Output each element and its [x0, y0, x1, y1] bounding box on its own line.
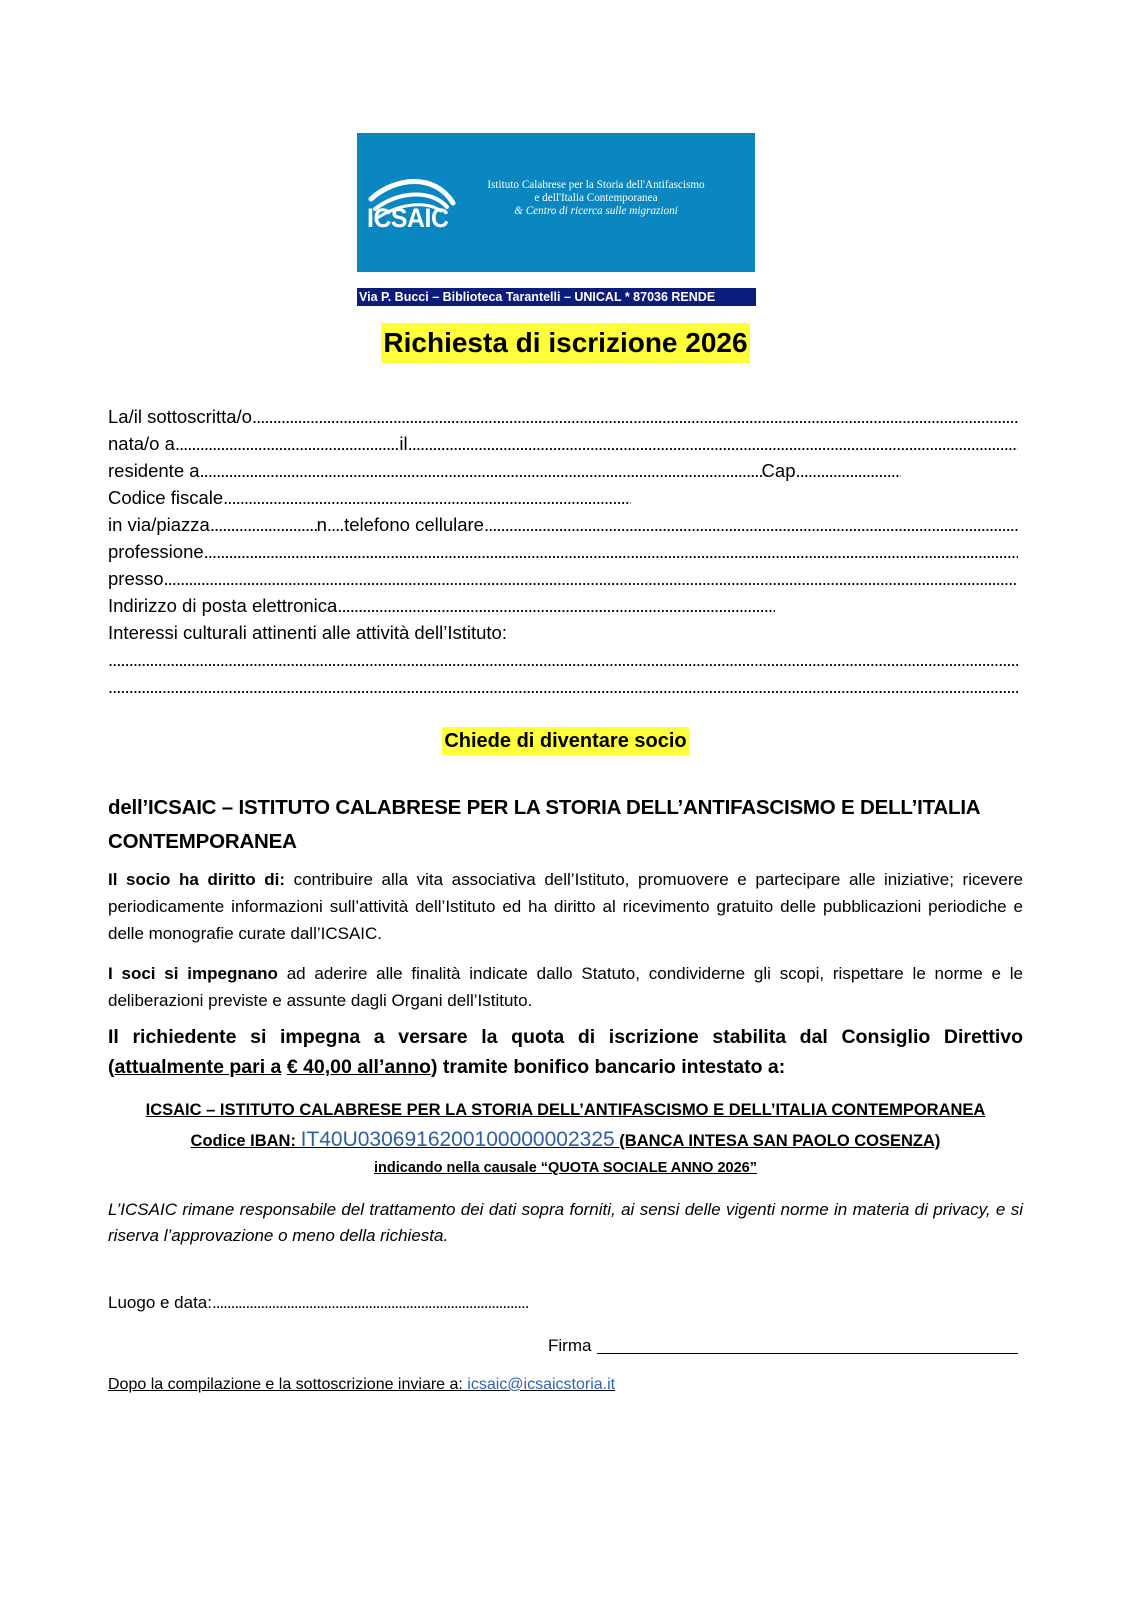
fill-dots	[408, 430, 1018, 457]
rights-text: contribuire alla vita associativa dell’Istituto, promuovere e partecipare alle iniziative; ricevere periodicamente informazioni sull’attività dell’Istituto ed ha diritto al ricevimento gratuito delle pubblicazioni periodiche e delle monografie curate dall’ICSAIC.	[108, 870, 1023, 943]
field-label: Cap	[761, 460, 796, 481]
email-link[interactable]: icsaic@icsaicstoria.it	[467, 1376, 616, 1393]
title-container	[0, 323, 1131, 363]
fill-dots	[204, 538, 1018, 565]
fill-dots	[210, 511, 317, 538]
field-label: telefono cellulare	[344, 514, 484, 535]
logo-text-line: Istituto Calabrese per la Storia dell'Antifascismo	[487, 179, 705, 191]
field-luogo-data[interactable]	[108, 1290, 548, 1316]
privacy-notice: L’ICSAIC rimane responsabile del trattamento dei dati sopra forniti, ai sensi delle vigenti norme in materia di privacy, e si riserva l’approvazione o meno della richiesta.	[108, 1200, 1023, 1245]
field-label: professione	[108, 541, 204, 562]
fill-dots	[212, 1290, 530, 1316]
fill-dots	[484, 511, 1018, 538]
fee-underlined: attualmente pari a	[114, 1056, 282, 1078]
fill-dots	[223, 484, 631, 511]
rights-label: Il socio ha diritto di:	[108, 870, 285, 889]
fill-dots	[796, 457, 901, 484]
fee-amount: € 40,00 all’anno	[286, 1056, 431, 1078]
logo-text-line: & Centro di ricerca sulle migrazioni	[514, 205, 678, 217]
field-firma[interactable]	[548, 1333, 1018, 1359]
field-label: Interessi culturali attinenti alle attività dell’Istituto:	[108, 622, 507, 643]
fill-dots	[108, 646, 1018, 673]
payment-causale: indicando nella causale “QUOTA SOCIALE ANNO 2026”	[374, 1160, 757, 1176]
footer-instructions	[108, 1373, 615, 1397]
field-codice-fiscale[interactable]	[108, 484, 1018, 511]
field-email[interactable]	[108, 592, 1018, 619]
request-heading-container	[0, 727, 1131, 755]
institute-heading: dell’ICSAIC – ISTITUTO CALABRESE PER LA STORIA DELL’ANTIFASCISMO E DELL’ITALIA CONTEMPORANEA	[108, 796, 980, 853]
iban-label: Codice IBAN:	[190, 1132, 301, 1150]
beneficiary: ICSAIC – ISTITUTO CALABRESE PER LA STORIA DELL’ANTIFASCISMO E DELL’ITALIA CONTEMPORANEA	[145, 1101, 986, 1119]
field-label: Firma	[548, 1336, 592, 1355]
field-label: Luogo e data:	[108, 1293, 212, 1312]
duties-paragraph	[108, 960, 1023, 1014]
field-label: presso	[108, 568, 164, 589]
fill-dots	[327, 511, 344, 538]
logo-institute-name	[465, 179, 727, 218]
fill-dots	[164, 565, 1018, 592]
signature-line	[597, 1333, 1018, 1354]
logo-text-line: e dell'Italia Contemporanea	[534, 192, 658, 204]
fee-text: ) tramite bonifico bancario intestato a:	[430, 1056, 786, 1078]
field-nascita[interactable]	[108, 430, 1018, 457]
fill-dots	[200, 457, 762, 484]
page-title: Richiesta di iscrizione 2026	[381, 323, 749, 363]
field-indirizzo[interactable]	[108, 511, 1018, 538]
rights-paragraph	[108, 866, 1023, 947]
footer-text: Dopo la compilazione e la sottoscrizione inviare a:	[108, 1376, 468, 1393]
iban-value[interactable]: IT40U0306916200100000002325	[300, 1128, 615, 1151]
iban-line	[0, 1125, 1131, 1156]
fill-dots	[252, 403, 1018, 430]
address-bar: Via P. Bucci – Biblioteca Tarantelli – UNICAL * 87036 RENDE	[357, 288, 756, 306]
duties-text: ad aderire alle finalità indicate dallo Statuto, condividerne gli scopi, rispettare le norme e le deliberazioni previste e assunte dagli Organi dell’Istituto.	[108, 964, 1023, 1010]
field-label: Indirizzo di posta elettronica	[108, 595, 338, 616]
bank-name: (BANCA INTESA SAN PAOLO COSENZA)	[614, 1132, 941, 1150]
logo-banner	[357, 133, 755, 272]
duties-label: I soci si impegnano	[108, 964, 278, 983]
fill-dots	[108, 673, 1018, 700]
field-label: Codice fiscale	[108, 487, 224, 508]
fill-dots	[175, 430, 399, 457]
fill-dots	[337, 592, 775, 619]
form-fields	[108, 403, 1018, 700]
field-interessi-label	[108, 619, 1018, 646]
field-residenza[interactable]	[108, 457, 1018, 484]
field-interessi-line-1[interactable]	[108, 646, 1018, 673]
field-sottoscritto[interactable]	[108, 403, 1018, 430]
field-label: nata/o a	[108, 433, 175, 454]
logo-abbr: ICSAIC	[367, 203, 449, 233]
field-label: n	[316, 514, 327, 535]
field-interessi-line-2[interactable]	[108, 673, 1018, 700]
field-label: il	[399, 433, 408, 454]
fee-paragraph	[108, 1022, 1023, 1082]
field-label: in via/piazza	[108, 514, 210, 535]
request-heading: Chiede di diventare socio	[442, 727, 688, 755]
field-professione[interactable]	[108, 538, 1018, 565]
fee-text: Il richiedente si impegna a versare la quota di iscrizione stabilita dal Consiglio Direttivo (	[108, 1026, 1023, 1078]
field-label: residente a	[108, 460, 200, 481]
field-label: La/il sottoscritta/o	[108, 406, 252, 427]
field-presso[interactable]	[108, 565, 1018, 592]
